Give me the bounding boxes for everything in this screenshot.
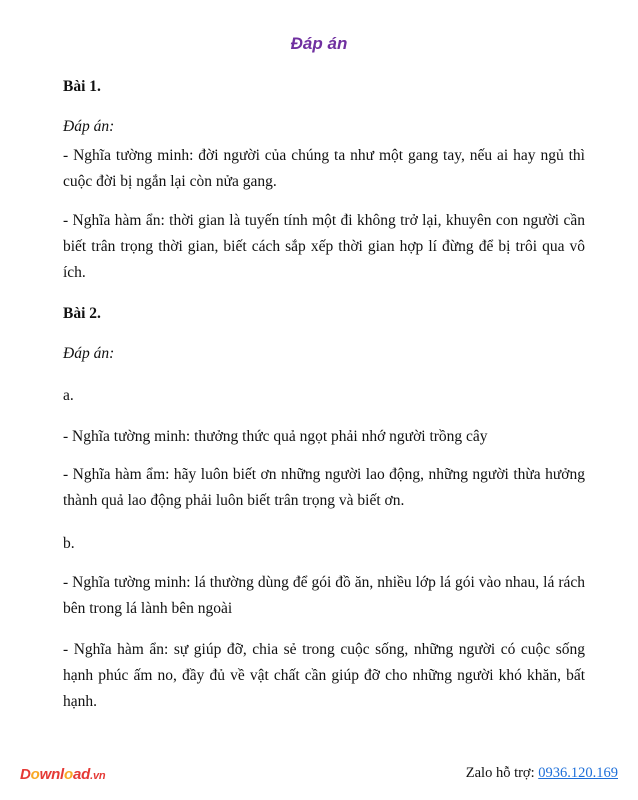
phone-link[interactable]: 0936.120.169 xyxy=(538,765,618,781)
page-title: Đáp án xyxy=(290,34,348,53)
section-heading-bai2: Bài 2. xyxy=(63,305,101,322)
paragraph-bai1-implicit: - Nghĩa hàm ẩn: thời gian là tuyến tính một đi không trở lại, khuyên con người cần biết trân trọng thời gian, biết cách sắp xếp thời gian hợp lí đừng để bị trôi qua vô ích. xyxy=(63,212,585,281)
footer-contact xyxy=(466,765,618,782)
paragraph-a-explicit: - Nghĩa tường minh: thưởng thức quả ngọt phải nhớ người trồng cây xyxy=(63,428,488,445)
paragraph-b-explicit: - Nghĩa tường minh: lá thường dùng để gói đồ ăn, nhiều lớp lá gói vào nhau, lá rách bên trong lá lành bên ngoài xyxy=(63,574,585,617)
download-vn-logo: Download.vn xyxy=(20,766,106,783)
paragraph-a-implicit: - Nghĩa hàm ẩm: hãy luôn biết ơn những người lao động, những người thừa hưởng thành quả lao động phải luôn biết trân trọng và biết ơn. xyxy=(63,466,585,509)
item-label-a: a. xyxy=(63,387,74,404)
answer-label-bai1: Đáp án: xyxy=(63,118,115,135)
paragraph-bai1-explicit: - Nghĩa tường minh: đời người của chúng ta như một gang tay, nếu ai hay ngủ thì cuộc đời bị ngắn lại còn nửa gang. xyxy=(63,147,585,190)
paragraph-b-implicit: - Nghĩa hàm ẩn: sự giúp đỡ, chia sẻ trong cuộc sống, những người có cuộc sống hạnh phúc ấm no, đầy đủ về vật chất cần giúp đỡ cho những người khó khăn, bất hạnh. xyxy=(63,641,585,710)
answer-label-bai2: Đáp án: xyxy=(63,345,115,362)
item-label-b: b. xyxy=(63,535,75,552)
section-heading-bai1: Bài 1. xyxy=(63,78,101,95)
contact-label: Zalo hỗ trợ: xyxy=(465,765,539,781)
